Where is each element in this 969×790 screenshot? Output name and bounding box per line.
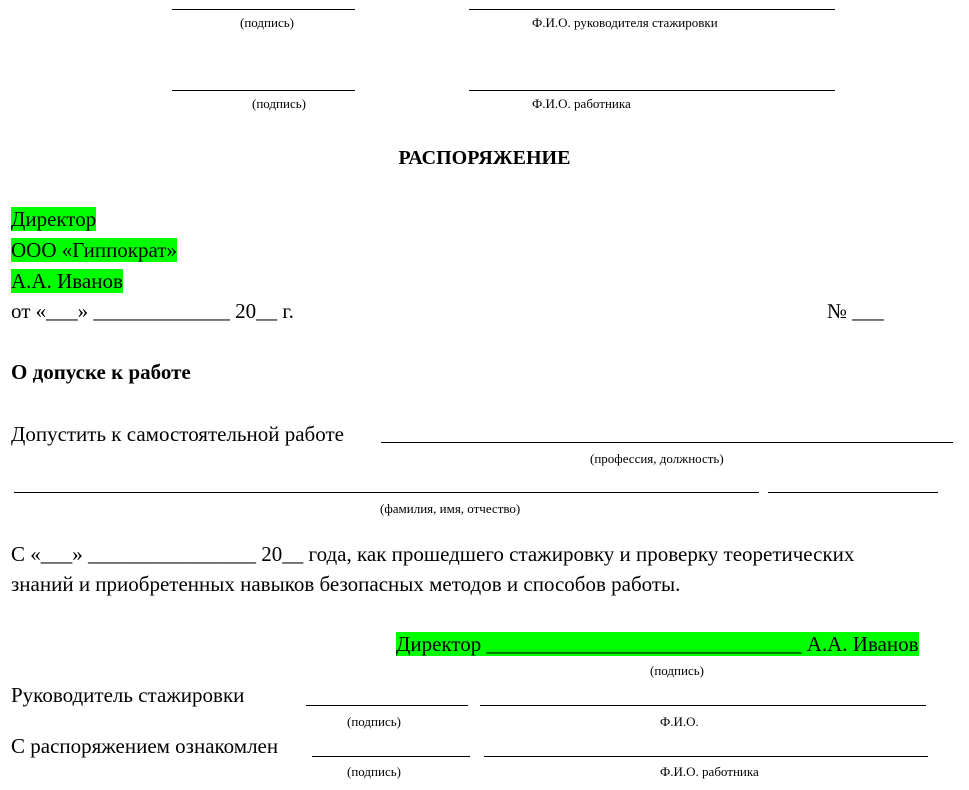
issuer-position-row bbox=[11, 204, 96, 234]
issuer-company: ООО «Гиппократ» bbox=[11, 238, 177, 262]
top-name-line-1 bbox=[469, 9, 835, 10]
acquainted-fio-line bbox=[484, 756, 928, 757]
fio-line bbox=[14, 492, 759, 493]
issuer-name-row bbox=[11, 266, 123, 296]
body-line-1: С «___» ________________ 20__ года, как прошедшего стажировку и проверку теоретических bbox=[11, 542, 855, 566]
fio-extra-line bbox=[768, 492, 938, 493]
acquainted-fio-caption: Ф.И.О. работника bbox=[660, 764, 759, 779]
issuer-company-row bbox=[11, 235, 177, 265]
acquainted-sign-caption: (подпись) bbox=[347, 764, 401, 779]
top-sign-line-1 bbox=[172, 9, 355, 10]
acquainted-label: С распоряжением ознакомлен bbox=[11, 734, 279, 758]
top-name-caption-2: Ф.И.О. работника bbox=[532, 96, 631, 111]
supervisor-sign-line bbox=[306, 705, 468, 706]
body-line-2: знаний и приобретенных навыков безопасных методов и способов работы. bbox=[11, 572, 681, 596]
supervisor-sign-caption: (подпись) bbox=[347, 714, 401, 729]
order-subject: О допуске к работе bbox=[11, 360, 191, 384]
document-title: РАСПОРЯЖЕНИЕ bbox=[398, 147, 571, 169]
top-sign-caption-1: (подпись) bbox=[240, 15, 294, 30]
admit-text: Допустить к самостоятельной работе bbox=[11, 422, 344, 446]
director-signature-row bbox=[396, 629, 919, 659]
top-sign-caption-2: (подпись) bbox=[252, 96, 306, 111]
supervisor-fio-caption: Ф.И.О. bbox=[660, 714, 699, 729]
issuer-name: А.А. Иванов bbox=[11, 269, 123, 293]
fio-caption: (фамилия, имя, отчество) bbox=[380, 501, 521, 516]
director-sign-caption: (подпись) bbox=[650, 663, 704, 678]
supervisor-fio-line bbox=[480, 705, 926, 706]
order-date: от «___» _____________ 20__ г. bbox=[11, 299, 294, 323]
director-signature: Директор ______________________________ А.А. Иванов bbox=[396, 632, 919, 656]
profession-line bbox=[381, 442, 953, 443]
profession-caption: (профессия, должность) bbox=[590, 451, 724, 466]
order-number: № ___ bbox=[827, 299, 884, 323]
top-sign-line-2 bbox=[172, 90, 355, 91]
top-name-line-2 bbox=[469, 90, 835, 91]
acquainted-sign-line bbox=[312, 756, 470, 757]
supervisor-label: Руководитель стажировки bbox=[11, 683, 245, 707]
issuer-position: Директор bbox=[11, 207, 97, 231]
top-name-caption-1: Ф.И.О. руководителя стажировки bbox=[532, 15, 718, 30]
